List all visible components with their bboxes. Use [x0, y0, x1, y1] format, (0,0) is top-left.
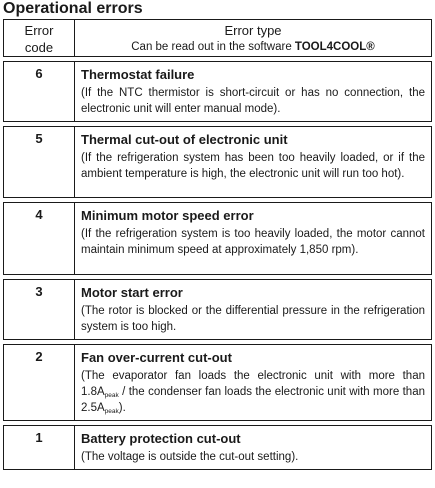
error-type-header — [75, 20, 432, 57]
error-explanation — [81, 368, 425, 416]
error-description — [75, 62, 432, 122]
peak-subscript: peak — [104, 392, 119, 399]
table-row — [4, 203, 432, 275]
subtitle-prefix: Can be read out in the software — [131, 41, 295, 53]
table-row — [4, 280, 432, 340]
error-explanation: (If the refrigeration system is too heavily loaded, the motor cannot maintain minimum speed at approximately 1,850 rpm). — [81, 228, 425, 256]
error-explanation: (If the NTC thermistor is short-circuit or has no connection, the electronic unit will enter manual mode). — [81, 87, 425, 115]
explanation-part: ). — [118, 402, 126, 414]
explanation-part: (The evaporator fan loads the electronic unit with more than 1.8A — [81, 370, 425, 398]
error-explanation: (The rotor is blocked or the differential pressure in the refrigeration system is too high. — [81, 305, 425, 333]
error-name: Minimum motor speed error — [81, 208, 254, 223]
operational-errors-table — [3, 19, 432, 470]
error-explanation: (The voltage is outside the cut-out setting). — [81, 451, 299, 463]
error-name: Motor start error — [81, 285, 183, 300]
table-row — [4, 62, 432, 122]
error-code-header-line1: Error — [24, 23, 54, 38]
explanation-part: / the condenser fan loads the electronic unit with more than 2.5A — [81, 386, 425, 414]
error-code: 2 — [4, 345, 75, 421]
error-name: Battery protection cut-out — [81, 431, 241, 446]
error-explanation: (If the refrigeration system has been too heavily loaded, or if the ambient temperature is high, the electronic unit will run too hot). — [81, 152, 425, 180]
error-type-header-label: Error type — [224, 23, 282, 38]
error-description — [75, 127, 432, 198]
software-name: TOOL4COOL® — [294, 41, 375, 53]
error-description — [75, 203, 432, 275]
error-code: 3 — [4, 280, 75, 340]
error-description — [75, 345, 432, 421]
error-code-header-line2: code — [24, 40, 54, 55]
error-code: 1 — [4, 426, 75, 470]
error-code: 6 — [4, 62, 75, 122]
section-title: Operational errors — [3, 0, 143, 17]
table-row — [4, 127, 432, 198]
error-code: 4 — [4, 203, 75, 275]
table-row — [4, 426, 432, 470]
table-header-row — [4, 20, 432, 57]
error-name: Thermal cut-out of electronic unit — [81, 132, 288, 147]
error-name: Thermostat failure — [81, 67, 195, 82]
error-description — [75, 280, 432, 340]
table-row — [4, 345, 432, 421]
error-name: Fan over-current cut-out — [81, 350, 232, 365]
error-code: 5 — [4, 127, 75, 198]
peak-subscript: peak — [104, 408, 119, 415]
error-description — [75, 426, 432, 470]
error-code-header — [4, 20, 75, 57]
error-type-header-subtitle — [75, 39, 431, 55]
